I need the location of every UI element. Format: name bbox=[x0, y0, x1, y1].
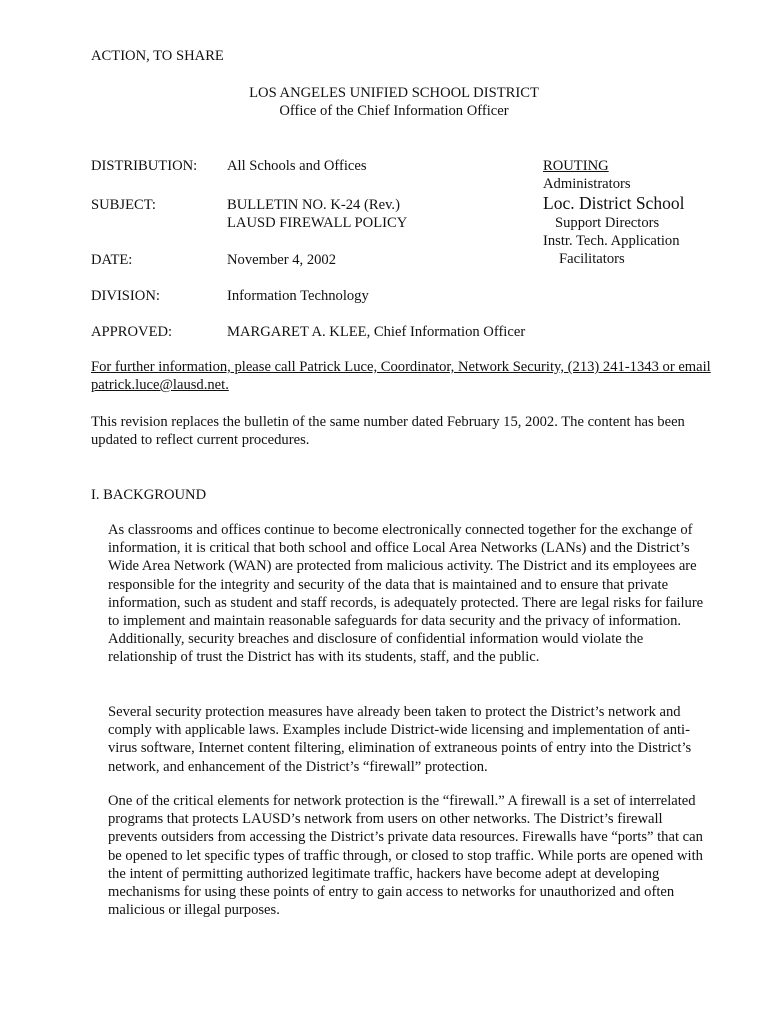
routing-title: ROUTING bbox=[543, 158, 609, 174]
section-heading: I. BACKGROUND bbox=[91, 487, 207, 503]
distribution-label: DISTRIBUTION: bbox=[91, 158, 198, 174]
background-paragraph: Several security protection measures have already been taken to protect the District’s network and comply with applicable laws. Examples include District-wide licensing and implementation of anti-virus software, Internet content filtering, elimination of extraneous points of entry into the District’s network, and enhancement of the District’s “firewall” protection. bbox=[108, 704, 692, 775]
date-label: DATE: bbox=[91, 252, 133, 268]
action-line: ACTION, TO SHARE bbox=[91, 48, 224, 64]
approved-label: APPROVED: bbox=[91, 324, 173, 340]
routing-item: Loc. District School bbox=[543, 193, 685, 213]
office-name: Office of the Chief Information Officer bbox=[279, 103, 509, 119]
subject-label: SUBJECT: bbox=[91, 197, 156, 213]
contact-info: For further information, please call Patrick Luce, Coordinator, Network Security, (213) 241-1343 or email patrick.luce@lausd.net. bbox=[91, 359, 711, 394]
routing-item: Support Directors bbox=[555, 215, 660, 231]
date-value: November 4, 2002 bbox=[227, 252, 337, 268]
distribution-value: All Schools and Offices bbox=[227, 158, 367, 174]
revision-note: This revision replaces the bulletin of the same number dated February 15, 2002. The content has been updated to reflect current procedures. bbox=[91, 414, 685, 449]
subject-line-1: BULLETIN NO. K-24 (Rev.) bbox=[227, 197, 400, 213]
routing-item: Administrators bbox=[543, 176, 631, 192]
approved-value: MARGARET A. KLEE, Chief Information Officer bbox=[227, 324, 526, 340]
division-label: DIVISION: bbox=[91, 288, 160, 304]
routing-item: Facilitators bbox=[559, 251, 625, 267]
background-paragraph: As classrooms and offices continue to become electronically connected together for the exchange of information, it is critical that both school and office Local Area Networks (LANs) and the District’s Wide Area Network (WAN) are protected from malicious activity. The District and its employees are responsible for the integrity and security of the data that is maintained and to ensure that private information, such as student and staff records, is adequately protected. There are legal risks for failure to implement and maintain reasonable safeguards for data security and the privacy of information. Additionally, security breaches and disclosure of confidential information would violate the relationship of trust the District has with its students, staff, and the public. bbox=[108, 522, 704, 666]
routing-item: Instr. Tech. Application bbox=[543, 233, 680, 249]
subject-line-2: LAUSD FIREWALL POLICY bbox=[227, 215, 408, 231]
division-value: Information Technology bbox=[227, 288, 369, 304]
district-name: LOS ANGELES UNIFIED SCHOOL DISTRICT bbox=[249, 85, 539, 101]
background-paragraph: One of the critical elements for network protection is the “firewall.” A firewall is a set of interrelated programs that protects LAUSD’s network from users on other networks. The District’s firewall prevents outsiders from accessing the District’s private data resources. Firewalls have “ports” that can be opened to let specific types of traffic through, or closed to stop traffic. While ports are opened with the intent of permitting authorized legitimate traffic, hackers have become adept at developing mechanisms for using these points of entry to gain access to networks for unauthorized and often malicious or illegal purposes. bbox=[108, 793, 703, 919]
